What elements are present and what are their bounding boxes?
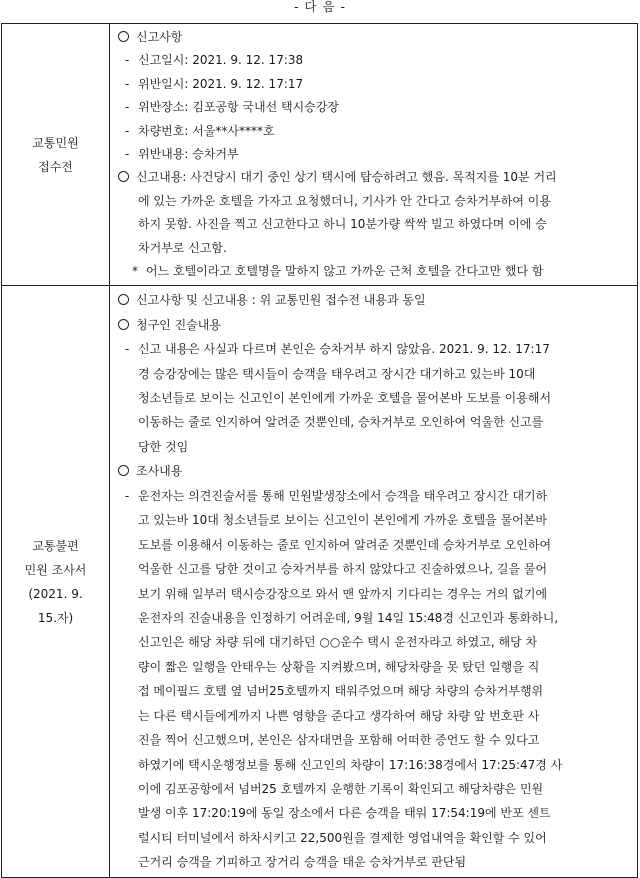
text-line (118, 508, 631, 532)
line-text: 위반일시: 2021. 9. 12. 17:17 (138, 76, 304, 91)
section-content (110, 286, 638, 878)
section-complaint-intake (2, 24, 638, 286)
line-text: 도보를 이용해서 이동하는 줄로 인지하여 알려준 것뿐인데 승차거부로 오인하여 (138, 537, 552, 552)
text-line (118, 96, 631, 119)
section-label-line: 15.자) (37, 610, 74, 625)
line-text: 고 있는바 10대 청소년들로 보이는 신고인이 본인에게 가까운 호텔을 물어본바 (138, 513, 547, 528)
text-line (118, 166, 631, 189)
line-text: 청소년들로 보이는 신고인이 본인에게 가까운 호텔을 물어본바 도보를 이용해서 (138, 391, 552, 406)
line-text: 럴시티 터미널에서 하차시키고 22,500원을 결제한 영업내역을 확인할 수 있어 (138, 830, 547, 845)
section-label-line: 교통민원 (32, 135, 79, 150)
line-text: 이에 김포공항에서 넘버25 호텔까지 운행한 기록이 확인되고 해당차량은 민원 (138, 782, 544, 797)
line-text: 조사내용 (136, 464, 183, 479)
report-table (1, 23, 638, 878)
line-text: 발생 이후 17:20:19에 동일 장소에서 다른 승객을 태워 17:54:19에 반포 센트 (138, 806, 551, 821)
line-text: 운전자의 진술내용을 인정하기 어려운데, 9월 14일 15:48경 신고인과 통화하니, (138, 610, 559, 625)
dash-bullet-icon: - (124, 100, 130, 115)
text-line (118, 26, 631, 49)
line-text: 운전자는 의견진술서를 통해 민원발생장소에서 승객을 태우려고 장시간 대기하 (138, 488, 548, 503)
section-label-line: (2021. 9. (28, 586, 83, 601)
text-line (118, 362, 631, 386)
line-text: 신고 내용은 사실과 다르며 본인은 승차거부 하지 않았음. 2021. 9. 12. 17:17 (138, 342, 550, 357)
text-line (118, 801, 631, 825)
line-text: 신고사항 (136, 30, 183, 44)
text-line (118, 213, 631, 236)
dash-bullet-icon: - (124, 488, 130, 503)
text-line (118, 484, 631, 508)
circle-bullet-icon (118, 171, 129, 182)
document-heading: - 다 음 - (293, 0, 347, 14)
text-line (118, 313, 631, 337)
line-text: 어느 호텔이라고 호텔명을 말하지 않고 가까운 근처 호텔을 간다고만 했다 함 (146, 263, 544, 278)
line-text: 에 있는 가까운 호텔을 가자고 요청했더니, 기사가 안 간다고 승차거부하여 이용 (138, 193, 551, 208)
line-text: 차거부로 신고함. (138, 240, 227, 255)
line-text: 접 메이필드 호텔 옆 넘버25호텔까지 태워주었으며 해당 차량의 승차거부행위 (138, 684, 544, 699)
dash-bullet-icon: - (124, 76, 130, 91)
text-line (118, 582, 631, 606)
circle-bullet-icon (118, 31, 129, 42)
line-text: 당한 것임 (138, 439, 189, 454)
text-line (118, 777, 631, 801)
dash-bullet-icon: - (124, 53, 130, 68)
line-text: 량이 짧은 일행을 안태우는 상황을 지켜봤으며, 해당차량을 못 탔던 일행을 직 (138, 659, 540, 674)
text-line (118, 49, 631, 72)
text-line (118, 73, 631, 96)
text-line (118, 143, 631, 166)
dash-bullet-icon: - (124, 123, 130, 138)
text-line (118, 435, 631, 459)
text-line (118, 850, 631, 874)
text-line (118, 260, 631, 283)
text-line (118, 557, 631, 581)
text-line (118, 679, 631, 703)
dash-bullet-icon: - (124, 146, 130, 161)
line-text: 이동하는 줄로 인지하여 알려준 것뿐인데, 승차거부로 오인하여 억울한 신고를 (138, 415, 544, 430)
text-line (118, 190, 631, 213)
line-text: 신고인은 해당 차량 뒤에 대기하던 ○○운수 택시 운전자라고 하였고, 해당 차 (138, 635, 538, 650)
section-label-line: 접수전 (38, 159, 73, 174)
line-text: 신고내용: 사건당시 대기 중인 상기 택시에 탑승하려고 했음. 목적지를 10분 거리 (136, 170, 557, 185)
text-line (118, 386, 631, 410)
section-label-line: 교통불편 (32, 538, 79, 553)
section-content (110, 24, 638, 286)
text-line (118, 337, 631, 361)
text-line (118, 410, 631, 434)
line-text: 는 다른 택시들에게까지 나쁜 영향을 준다고 생각하여 해당 차량 앞 번호판 사 (138, 708, 540, 723)
asterisk-note-icon: * (132, 263, 138, 278)
line-text: 위반장소: 김포공항 국내선 택시승강장 (138, 100, 339, 115)
line-text: 경 승강장에는 많은 택시들이 승객을 태우려고 장시간 대기하고 있는바 10대 (138, 366, 536, 381)
text-line (118, 606, 631, 630)
line-text: 하지 못함. 사진을 찍고 신고한다고 하니 10분가량 싹싹 빌고 하였다며 이에 승 (138, 217, 547, 232)
line-text: 신고일시: 2021. 9. 12. 17:38 (138, 53, 304, 68)
line-text: 보기 위해 일부러 택시승강장으로 와서 맨 앞까지 기다리는 경우는 거의 없기에 (138, 586, 548, 601)
line-text: 억울한 신고를 당한 것이고 승차거부를 하지 않았다고 진술하였으나, 길을 물어 (138, 562, 548, 577)
text-line (118, 288, 631, 312)
circle-bullet-icon (118, 319, 129, 330)
section-investigation-report (2, 286, 638, 878)
text-line (118, 237, 631, 260)
line-text: 진을 찍어 신고했으며, 본인은 삼자대면을 포함해 어떠한 증언도 할 수 있다고 (138, 733, 540, 748)
line-text: 신고사항 및 신고내용 : 위 교통민원 접수전 내용과 동일 (136, 293, 426, 308)
line-text: 차량번호: 서울**사****호 (138, 123, 275, 138)
text-line (118, 459, 631, 483)
line-text: 청구인 진술내용 (136, 317, 221, 332)
text-line (118, 753, 631, 777)
line-text: 근거리 승객을 기피하고 장거리 승객을 태운 승차거부로 판단됨 (138, 855, 467, 870)
text-line (118, 533, 631, 557)
text-line (118, 630, 631, 654)
text-line (118, 120, 631, 143)
text-line (118, 704, 631, 728)
circle-bullet-icon (118, 465, 129, 476)
text-line (118, 655, 631, 679)
text-line (118, 728, 631, 752)
circle-bullet-icon (118, 294, 129, 305)
line-text: 하였기에 택시운행정보를 통해 신고인의 차량이 17:16:38경에서 17:25:47경 사 (138, 757, 563, 772)
line-text: 위반내용: 승차거부 (138, 146, 239, 161)
section-label (2, 24, 110, 286)
section-label-line: 민원 조사서 (24, 562, 87, 577)
dash-bullet-icon: - (124, 342, 130, 357)
text-line (118, 826, 631, 850)
section-label (2, 286, 110, 878)
